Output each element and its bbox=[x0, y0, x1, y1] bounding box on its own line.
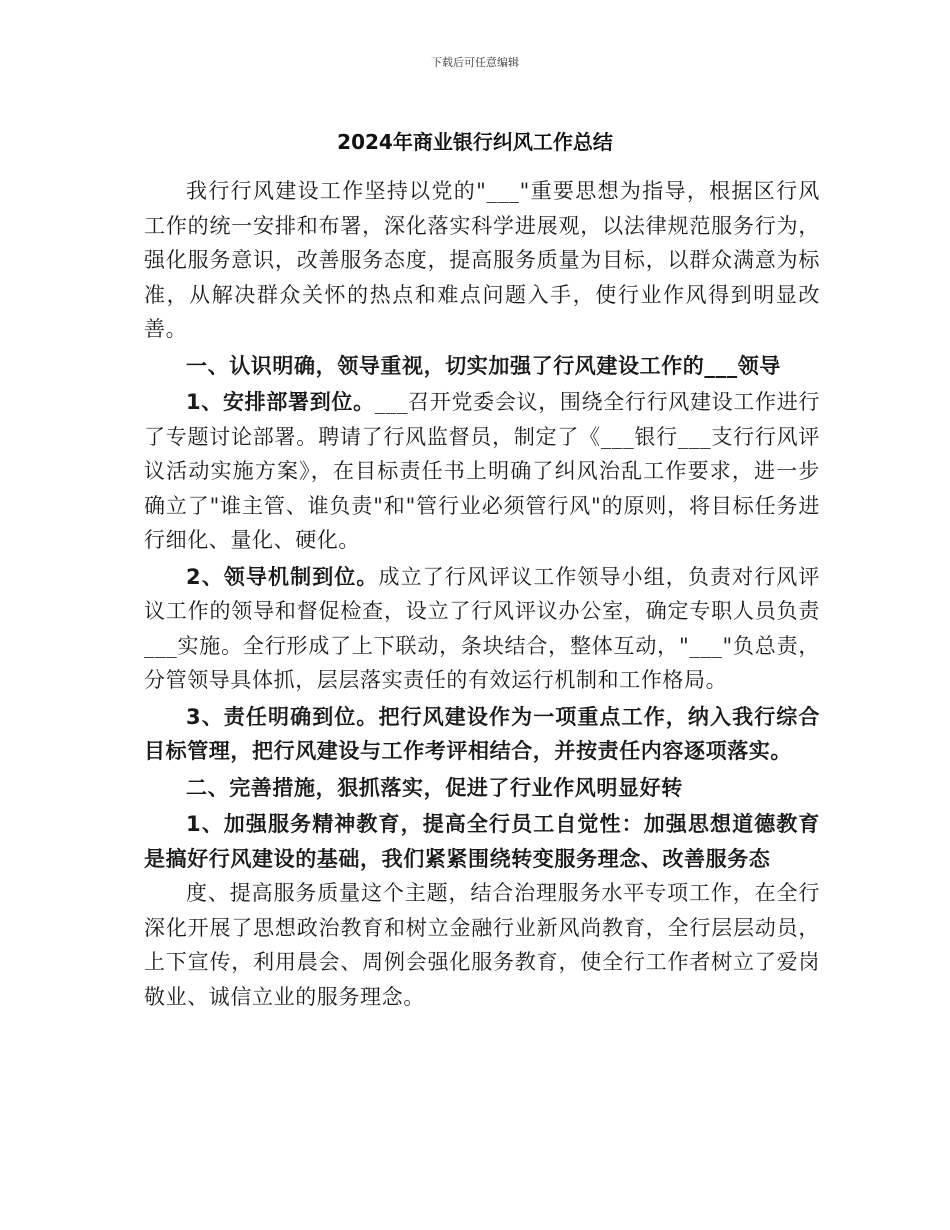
item4-paragraph: 1、加强服务精神教育，提高全行员工自觉性：加强思想道德教育是搞好行风建设的基础，我们紧紧围绕转变服务理念、改善服务态 bbox=[144, 812, 820, 871]
header-note: 下载后可任意编辑 bbox=[431, 56, 519, 69]
item2-lead: 2、领导机制到位。 bbox=[186, 564, 379, 589]
document-title: 2024年商业银行纠风工作总结 bbox=[337, 130, 613, 154]
document-body bbox=[144, 174, 820, 1014]
section2-heading: 二、完善措施，狠抓落实，促进了行业作风明显好转 bbox=[186, 775, 683, 800]
item1-lead: 1、安排部署到位。 bbox=[186, 390, 375, 414]
item1-text: ___召开党委会议，围绕全行行风建设工作进行了专题讨论部署。聘请了行风监督员，制定了《___银行___支行行风评议活动实施方案》，在目标责任书上明确了纠风治乱工作要求，进一步确立了"谁主管、谁负责"和"管行业必须管行风"的原则，将目标任务进行细化、量化、硬化。 bbox=[144, 390, 820, 552]
intro-paragraph: 我行行风建设工作坚持以党的"___"重要思想为指导，根据区行风工作的统一安排和布署，深化落实科学进展观，以法律规范服务行为，强化服务意识，改善服务态度，提高服务质量为目标，以群众满意为标准，从解决群众关怀的热点和难点问题入手，使行业作风得到明显改善。 bbox=[144, 179, 820, 341]
item3-paragraph: 3、责任明确到位。把行风建设作为一项重点工作，纳入我行综合目标管理，把行风建设与工作考评相结合，并按责任内容逐项落实。 bbox=[144, 704, 820, 763]
item2-paragraph bbox=[144, 560, 820, 698]
section1-heading: 一、认识明确，领导重视，切实加强了行风建设工作的___领导 bbox=[186, 353, 781, 378]
item4-continuation: 度、提高服务质量这个主题，结合治理服务水平专项工作，在全行深化开展了思想政治教育和树立金融行业新风尚教育，全行层层动员，上下宣传，利用晨会、周例会强化服务教育，使全行工作者树立了爱岗敬业、诚信立业的服务理念。 bbox=[144, 881, 820, 1009]
item1-paragraph bbox=[144, 385, 820, 558]
item2-text: 成立了行风评议工作领导小组，负责对行风评议工作的领导和督促检查，设立了行风评议办公室，确定专职人员负责___实施。全行形成了上下联动，条块结合，整体互动，"___"负总责，分管领导具体抓，层层落实责任的有效运行机制和工作格局。 bbox=[144, 564, 821, 692]
